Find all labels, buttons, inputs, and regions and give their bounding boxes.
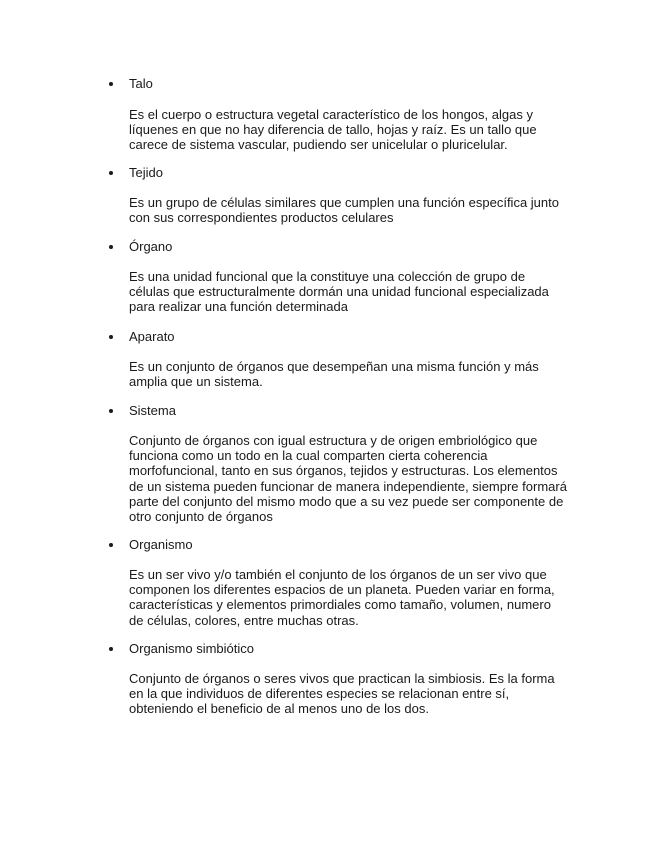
bullet-icon xyxy=(108,76,122,86)
bullet-icon xyxy=(108,641,122,651)
definition-line: Es un ser vivo y/o también el conjunto de los órganos de un ser vivo que xyxy=(129,567,547,582)
term-definition xyxy=(129,671,569,717)
bullet-icon xyxy=(108,537,122,547)
definition-line: amplia que un sistema. xyxy=(129,374,263,390)
definition-line: de un sistema pueden funcionar de manera independiente, siempre formará xyxy=(129,478,567,494)
term-definition xyxy=(129,433,569,524)
term-title: Sistema xyxy=(129,403,176,418)
definition-line: Es un conjunto de órganos que desempeñan una misma función y más xyxy=(129,359,539,374)
list-item xyxy=(108,641,578,717)
term-title: Aparato xyxy=(129,329,175,344)
definition-line: para realizar una función determinada xyxy=(129,299,348,315)
definition-line: funciona como un todo en la cual comparten cierta coherencia xyxy=(129,448,488,464)
definition-line: obteniendo el beneficio de al menos uno de los dos. xyxy=(129,701,429,717)
term-title: Organismo simbiótico xyxy=(129,641,254,656)
definition-line: en la que individuos de diferentes especies se relacionan entre sí, xyxy=(129,686,510,702)
term-title: Talo xyxy=(129,76,153,91)
definition-line: carece de sistema vascular, pudiendo ser unicelular o pluricelular. xyxy=(129,137,508,153)
definition-line: Es el cuerpo o estructura vegetal característico de los hongos, algas y xyxy=(129,107,533,122)
term-row xyxy=(108,403,578,421)
term-title: Órgano xyxy=(129,239,173,254)
term-row xyxy=(108,76,578,94)
list-item xyxy=(108,165,578,226)
bullet-icon xyxy=(108,403,122,413)
term-row xyxy=(108,165,578,183)
definition-line: componen los diferentes espacios de un planeta. Pueden variar en forma, xyxy=(129,582,555,598)
term-definition xyxy=(129,359,569,389)
list-item xyxy=(108,76,578,153)
bullet-icon xyxy=(108,329,122,339)
list-item xyxy=(108,329,578,390)
term-title: Organismo xyxy=(129,537,193,552)
definition-line: líquenes en que no hay diferencia de tallo, hojas y raíz. Es un tallo que xyxy=(129,122,537,138)
definition-line: parte del conjunto del mismo modo que a su vez puede ser componente de xyxy=(129,493,564,509)
term-row xyxy=(108,641,578,659)
definition-line: otro conjunto de órganos xyxy=(129,509,273,525)
definition-line: Es una unidad funcional que la constituye una colección de grupo de xyxy=(129,269,526,284)
definition-line: morfofuncional, tanto en sus órganos, tejidos y estructuras. Los elementos xyxy=(129,463,558,479)
list-item xyxy=(108,239,578,315)
definition-line: con sus correspondientes productos celulares xyxy=(129,210,394,226)
term-definition xyxy=(129,269,569,315)
term-definition xyxy=(129,195,569,225)
list-item xyxy=(108,403,578,525)
term-row xyxy=(108,329,578,347)
definition-line: de células, colores, entre muchas otras. xyxy=(129,612,359,628)
definition-line: Conjunto de órganos o seres vivos que practican la simbiosis. Es la forma xyxy=(129,671,555,686)
bullet-icon xyxy=(108,165,122,175)
definition-line: Conjunto de órganos con igual estructura y de origen embriológico que xyxy=(129,433,538,448)
definition-line: células que estructuralmente dormán una unidad funcional especializada xyxy=(129,284,549,300)
term-definition xyxy=(129,567,569,628)
term-row xyxy=(108,537,578,555)
term-title: Tejido xyxy=(129,165,163,180)
definition-line: características y elementos primordiales como tamaño, volumen, numero xyxy=(129,597,551,613)
term-definition xyxy=(129,107,569,153)
term-row xyxy=(108,239,578,257)
definition-line: Es un grupo de células similares que cumplen una función específica junto xyxy=(129,195,559,210)
list-item xyxy=(108,537,578,628)
bullet-icon xyxy=(108,239,122,249)
